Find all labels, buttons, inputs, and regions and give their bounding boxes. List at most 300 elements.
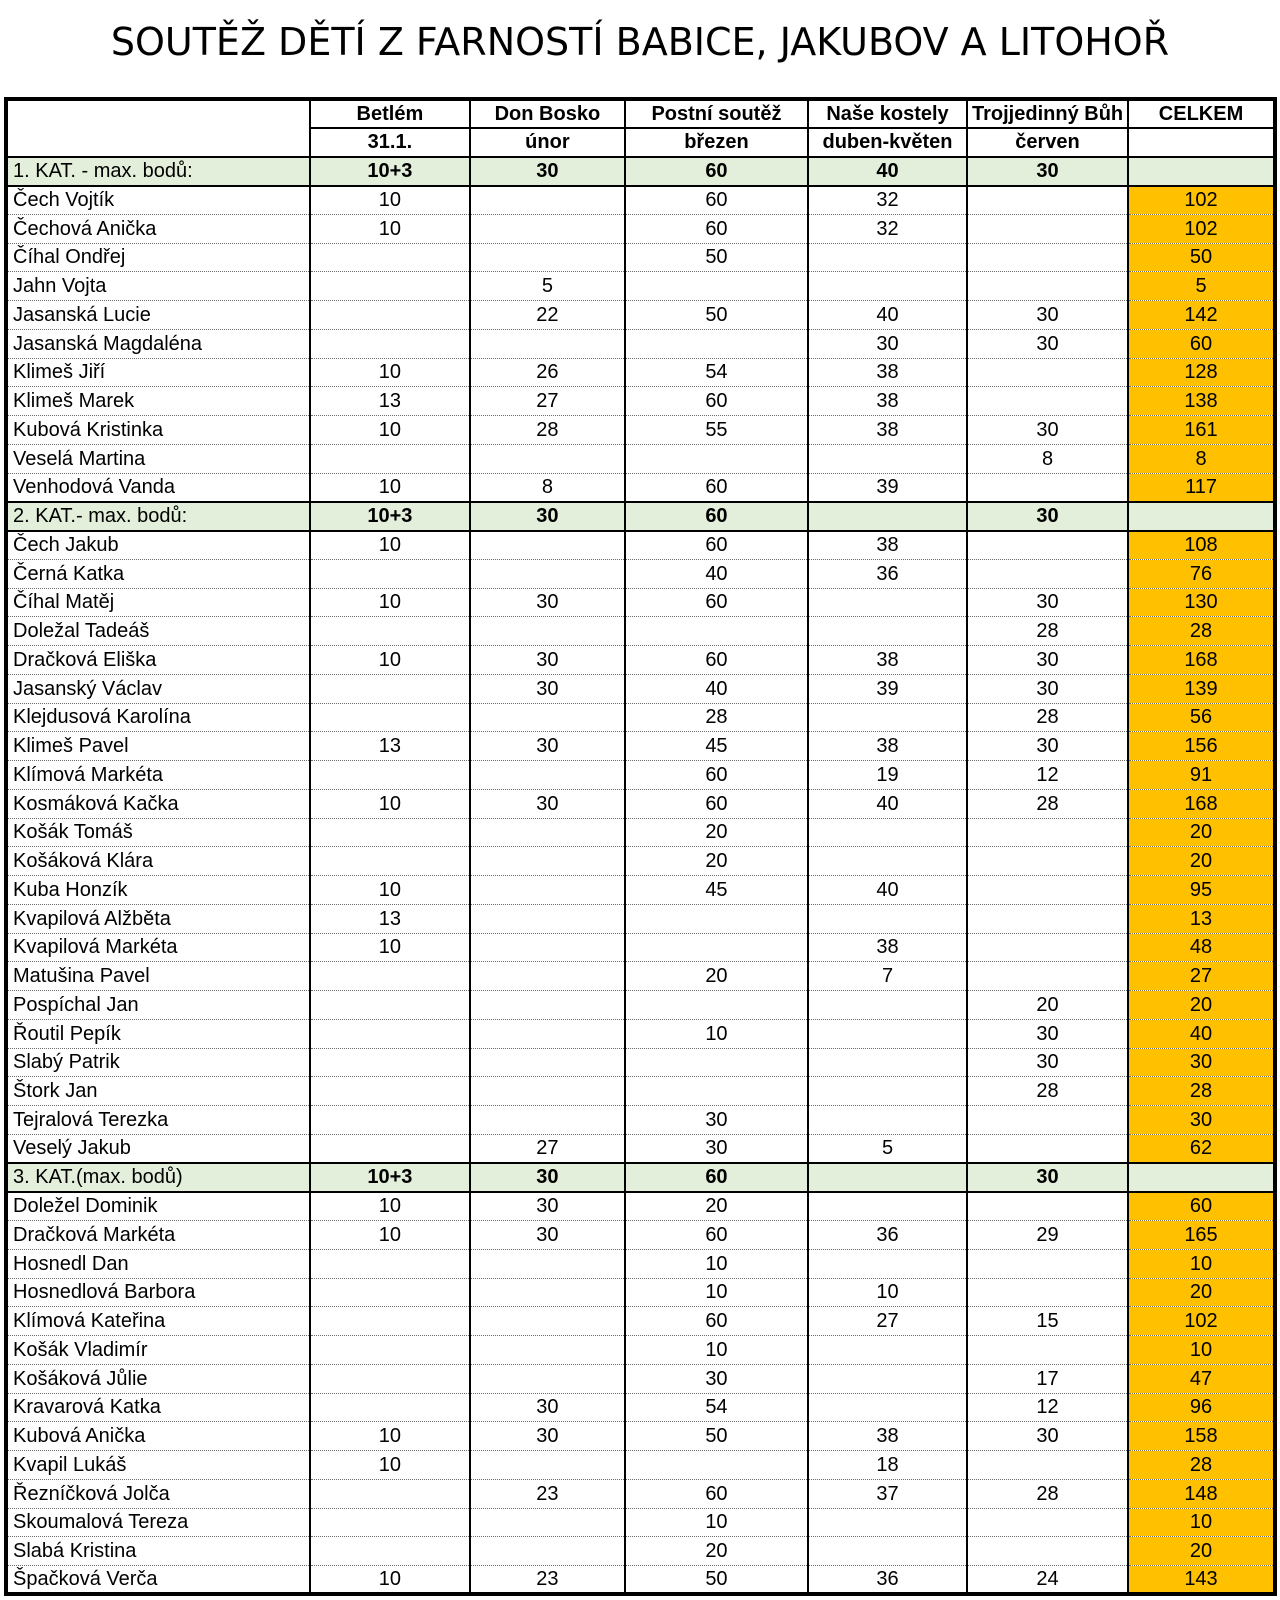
score-cell [808, 617, 967, 646]
score-cell [967, 1278, 1128, 1307]
score-cell [310, 962, 470, 991]
score-cell: 30 [470, 1192, 625, 1221]
score-cell [310, 1249, 470, 1278]
score-cell: 28 [967, 703, 1128, 732]
total-points: 95 [1128, 876, 1275, 905]
score-cell: 10 [310, 358, 470, 387]
score-cell: 15 [967, 1307, 1128, 1336]
score-cell: 30 [470, 1221, 625, 1250]
category-total-cell [1128, 157, 1275, 186]
total-points: 10 [1128, 1336, 1275, 1365]
score-cell: 60 [625, 761, 808, 790]
participant-name: Řezníčková Jolča [6, 1479, 310, 1508]
table-row [6, 1508, 1275, 1537]
score-cell [310, 301, 470, 330]
score-cell: 30 [967, 646, 1128, 675]
score-cell [310, 1307, 470, 1336]
score-cell [808, 1364, 967, 1393]
score-cell: 20 [625, 847, 808, 876]
score-cell [310, 1278, 470, 1307]
results-table-body [6, 99, 1275, 1594]
score-cell: 8 [967, 444, 1128, 473]
total-points: 48 [1128, 933, 1275, 962]
score-cell: 40 [808, 301, 967, 330]
score-cell [967, 473, 1128, 502]
category-max-points [808, 502, 967, 531]
table-row [6, 272, 1275, 301]
total-points: 130 [1128, 588, 1275, 617]
table-row [6, 1566, 1275, 1595]
table-row [6, 876, 1275, 905]
category-max-points: 30 [470, 1163, 625, 1192]
score-cell: 50 [625, 1422, 808, 1451]
score-cell: 5 [808, 1134, 967, 1163]
score-cell: 10 [310, 473, 470, 502]
table-row [6, 646, 1275, 675]
score-cell: 30 [967, 416, 1128, 445]
score-cell: 12 [967, 1393, 1128, 1422]
table-row [6, 1278, 1275, 1307]
score-cell [808, 1508, 967, 1537]
category-max-points: 10+3 [310, 157, 470, 186]
score-cell [470, 1278, 625, 1307]
score-cell [967, 1508, 1128, 1537]
score-cell: 10 [310, 416, 470, 445]
score-cell: 36 [808, 559, 967, 588]
total-points: 138 [1128, 387, 1275, 416]
table-row [6, 703, 1275, 732]
score-cell: 10 [310, 1221, 470, 1250]
score-cell: 28 [470, 416, 625, 445]
score-cell: 60 [625, 387, 808, 416]
table-row [6, 329, 1275, 358]
score-cell [310, 1134, 470, 1163]
score-cell [470, 531, 625, 560]
score-cell: 10 [310, 933, 470, 962]
category-label: 3. KAT.(max. bodů) [6, 1163, 310, 1192]
participant-name: Špačková Verča [6, 1566, 310, 1595]
score-cell [470, 243, 625, 272]
score-cell: 23 [470, 1566, 625, 1595]
score-cell: 28 [967, 789, 1128, 818]
total-points: 161 [1128, 416, 1275, 445]
score-cell [470, 1508, 625, 1537]
total-points: 20 [1128, 1537, 1275, 1566]
score-cell: 39 [808, 473, 967, 502]
score-cell: 10 [310, 531, 470, 560]
participant-name: Štork Jan [6, 1077, 310, 1106]
total-points: 56 [1128, 703, 1275, 732]
category-row [6, 502, 1275, 531]
participant-name: Jasanská Magdaléna [6, 329, 310, 358]
score-cell: 27 [808, 1307, 967, 1336]
total-points: 96 [1128, 1393, 1275, 1422]
score-cell: 13 [310, 904, 470, 933]
score-cell [967, 876, 1128, 905]
column-subheader: červen [967, 128, 1128, 157]
score-cell [625, 617, 808, 646]
score-cell [967, 933, 1128, 962]
score-cell [625, 904, 808, 933]
score-cell [470, 1336, 625, 1365]
score-cell [310, 818, 470, 847]
score-cell: 19 [808, 761, 967, 790]
score-cell: 54 [625, 358, 808, 387]
score-cell: 60 [625, 186, 808, 215]
score-cell: 10 [625, 1336, 808, 1365]
score-cell [310, 272, 470, 301]
total-points: 143 [1128, 1566, 1275, 1595]
score-cell [470, 703, 625, 732]
score-cell: 30 [967, 732, 1128, 761]
score-cell: 28 [625, 703, 808, 732]
score-cell: 45 [625, 732, 808, 761]
score-cell [470, 962, 625, 991]
participant-name: Jasanská Lucie [6, 301, 310, 330]
table-row [6, 1048, 1275, 1077]
participant-name: Klimeš Jiří [6, 358, 310, 387]
table-row [6, 1019, 1275, 1048]
score-cell [470, 761, 625, 790]
table-row [6, 1134, 1275, 1163]
table-row [6, 732, 1275, 761]
score-cell [967, 1106, 1128, 1135]
score-cell: 10 [808, 1278, 967, 1307]
participant-name: Košák Vladimír [6, 1336, 310, 1365]
score-cell [310, 617, 470, 646]
participant-name: Hosnedl Dan [6, 1249, 310, 1278]
column-header: CELKEM [1128, 99, 1275, 128]
score-cell: 20 [625, 1537, 808, 1566]
total-points: 139 [1128, 674, 1275, 703]
column-header: Naše kostely [808, 99, 967, 128]
total-points: 20 [1128, 991, 1275, 1020]
score-cell: 10 [310, 1422, 470, 1451]
participant-name: Košák Tomáš [6, 818, 310, 847]
participant-name: Čechová Anička [6, 214, 310, 243]
score-cell [967, 1336, 1128, 1365]
score-cell [625, 329, 808, 358]
category-total-cell [1128, 1163, 1275, 1192]
total-points: 102 [1128, 186, 1275, 215]
table-row [6, 1364, 1275, 1393]
score-cell [310, 1336, 470, 1365]
column-subheader: 31.1. [310, 128, 470, 157]
score-cell [967, 1249, 1128, 1278]
score-cell [470, 186, 625, 215]
category-max-points: 30 [967, 1163, 1128, 1192]
column-header: Postní soutěž [625, 99, 808, 128]
participant-name: Kubová Anička [6, 1422, 310, 1451]
participant-name: Pospíchal Jan [6, 991, 310, 1020]
score-cell: 60 [625, 646, 808, 675]
total-points: 60 [1128, 329, 1275, 358]
table-row [6, 1537, 1275, 1566]
score-cell [310, 1479, 470, 1508]
score-cell: 37 [808, 1479, 967, 1508]
score-cell [967, 387, 1128, 416]
table-row [6, 559, 1275, 588]
score-cell: 10 [310, 1192, 470, 1221]
total-points: 102 [1128, 214, 1275, 243]
score-cell: 20 [625, 962, 808, 991]
score-cell [310, 559, 470, 588]
score-cell: 23 [470, 1479, 625, 1508]
total-points: 20 [1128, 1278, 1275, 1307]
score-cell: 30 [967, 1422, 1128, 1451]
score-cell [967, 818, 1128, 847]
total-points: 28 [1128, 1451, 1275, 1480]
total-points: 27 [1128, 962, 1275, 991]
score-cell [967, 1537, 1128, 1566]
score-cell [310, 1508, 470, 1537]
score-cell [808, 1537, 967, 1566]
participant-name: Čech Vojtík [6, 186, 310, 215]
score-cell: 60 [625, 473, 808, 502]
score-cell: 38 [808, 732, 967, 761]
total-points: 156 [1128, 732, 1275, 761]
total-points: 60 [1128, 1192, 1275, 1221]
participant-name: Doležel Dominik [6, 1192, 310, 1221]
score-cell [470, 1077, 625, 1106]
score-cell [310, 329, 470, 358]
score-cell [310, 243, 470, 272]
total-points: 62 [1128, 1134, 1275, 1163]
score-cell [808, 991, 967, 1020]
column-subheader: duben-květen [808, 128, 967, 157]
score-cell [967, 962, 1128, 991]
score-cell: 60 [625, 1479, 808, 1508]
category-max-points: 30 [967, 502, 1128, 531]
table-row [6, 933, 1275, 962]
table-row [6, 1077, 1275, 1106]
score-cell [625, 1451, 808, 1480]
score-cell [470, 1364, 625, 1393]
total-points: 28 [1128, 617, 1275, 646]
score-cell: 10 [310, 789, 470, 818]
total-points: 117 [1128, 473, 1275, 502]
category-max-points: 10+3 [310, 502, 470, 531]
total-points: 76 [1128, 559, 1275, 588]
table-row [6, 243, 1275, 272]
score-cell: 13 [310, 732, 470, 761]
total-points: 28 [1128, 1077, 1275, 1106]
table-row [6, 789, 1275, 818]
score-cell [470, 1048, 625, 1077]
participant-name: Hosnedlová Barbora [6, 1278, 310, 1307]
category-max-points: 60 [625, 157, 808, 186]
score-cell [967, 1192, 1128, 1221]
score-cell [310, 1077, 470, 1106]
score-cell: 10 [625, 1249, 808, 1278]
score-cell [808, 444, 967, 473]
score-cell: 10 [625, 1508, 808, 1537]
results-table [4, 97, 1277, 1596]
participant-name: Matušina Pavel [6, 962, 310, 991]
score-cell: 10 [310, 1451, 470, 1480]
total-points: 102 [1128, 1307, 1275, 1336]
category-max-points: 40 [808, 157, 967, 186]
column-header: Betlém [310, 99, 470, 128]
table-row [6, 761, 1275, 790]
total-points: 168 [1128, 646, 1275, 675]
score-cell: 60 [625, 531, 808, 560]
score-cell [967, 272, 1128, 301]
score-cell: 32 [808, 186, 967, 215]
score-cell [470, 214, 625, 243]
score-cell [470, 559, 625, 588]
score-cell: 30 [967, 301, 1128, 330]
table-row [6, 473, 1275, 502]
participant-name: Klimeš Marek [6, 387, 310, 416]
score-cell: 10 [625, 1019, 808, 1048]
score-cell: 10 [310, 186, 470, 215]
score-cell [808, 1106, 967, 1135]
score-cell [310, 1019, 470, 1048]
participant-name: Kravarová Katka [6, 1393, 310, 1422]
column-subheader: březen [625, 128, 808, 157]
table-row [6, 1249, 1275, 1278]
score-cell: 10 [625, 1278, 808, 1307]
table-row [6, 1422, 1275, 1451]
score-cell [310, 1048, 470, 1077]
score-cell [470, 933, 625, 962]
score-cell: 30 [470, 789, 625, 818]
score-cell: 30 [470, 588, 625, 617]
table-row [6, 962, 1275, 991]
score-cell: 10 [310, 214, 470, 243]
total-points: 142 [1128, 301, 1275, 330]
score-cell: 38 [808, 1422, 967, 1451]
table-row [6, 444, 1275, 473]
score-cell: 40 [808, 789, 967, 818]
table-row [6, 358, 1275, 387]
header-blank [6, 128, 310, 157]
table-row [6, 674, 1275, 703]
category-max-points: 60 [625, 1163, 808, 1192]
score-cell [470, 1307, 625, 1336]
score-cell: 30 [470, 732, 625, 761]
total-points: 10 [1128, 1249, 1275, 1278]
score-cell: 30 [808, 329, 967, 358]
score-cell: 18 [808, 1451, 967, 1480]
score-cell: 7 [808, 962, 967, 991]
score-cell [967, 214, 1128, 243]
score-cell [470, 1537, 625, 1566]
score-cell: 60 [625, 1221, 808, 1250]
score-cell: 38 [808, 387, 967, 416]
total-points: 168 [1128, 789, 1275, 818]
total-points: 165 [1128, 1221, 1275, 1250]
total-points: 10 [1128, 1508, 1275, 1537]
participant-name: Černá Katka [6, 559, 310, 588]
score-cell [808, 904, 967, 933]
score-cell: 24 [967, 1566, 1128, 1595]
column-subheader [1128, 128, 1275, 157]
score-cell [470, 904, 625, 933]
category-max-points: 30 [967, 157, 1128, 186]
table-row [6, 531, 1275, 560]
page-title: SOUTĚŽ DĚTÍ Z FARNOSTÍ BABICE, JAKUBOV A LITOHOŘ [110, 20, 1170, 64]
table-row [6, 387, 1275, 416]
score-cell [310, 847, 470, 876]
score-cell [310, 1537, 470, 1566]
score-cell [470, 617, 625, 646]
category-label: 1. KAT. - max. bodů: [6, 157, 310, 186]
score-cell [967, 904, 1128, 933]
total-points: 108 [1128, 531, 1275, 560]
category-max-points: 60 [625, 502, 808, 531]
score-cell: 50 [625, 243, 808, 272]
total-points: 30 [1128, 1106, 1275, 1135]
score-cell [967, 186, 1128, 215]
score-cell: 36 [808, 1566, 967, 1595]
participant-name: Kubová Kristinka [6, 416, 310, 445]
score-cell: 30 [470, 1393, 625, 1422]
score-cell: 10 [310, 588, 470, 617]
score-cell [310, 991, 470, 1020]
score-cell: 60 [625, 789, 808, 818]
total-points: 40 [1128, 1019, 1275, 1048]
score-cell [625, 1077, 808, 1106]
header-blank [6, 99, 310, 128]
score-cell: 30 [967, 588, 1128, 617]
score-cell [470, 1106, 625, 1135]
score-cell [808, 243, 967, 272]
column-header: Trojjedinný Bůh [967, 99, 1128, 128]
participant-name: Veselá Martina [6, 444, 310, 473]
participant-name: Slabá Kristina [6, 1537, 310, 1566]
score-cell: 39 [808, 674, 967, 703]
table-row [6, 1451, 1275, 1480]
score-cell: 5 [470, 272, 625, 301]
score-cell: 26 [470, 358, 625, 387]
score-cell [470, 444, 625, 473]
subheader-row [6, 128, 1275, 157]
score-cell: 28 [967, 1479, 1128, 1508]
participant-name: Klimeš Pavel [6, 732, 310, 761]
total-points: 5 [1128, 272, 1275, 301]
score-cell [625, 444, 808, 473]
score-cell: 30 [625, 1134, 808, 1163]
score-cell: 10 [310, 1566, 470, 1595]
participant-name: Tejralová Terezka [6, 1106, 310, 1135]
score-cell [808, 1249, 967, 1278]
score-cell [808, 272, 967, 301]
table-row [6, 416, 1275, 445]
table-row [6, 991, 1275, 1020]
participant-name: Čech Jakub [6, 531, 310, 560]
score-cell [625, 933, 808, 962]
score-cell: 27 [470, 1134, 625, 1163]
score-cell: 38 [808, 933, 967, 962]
score-cell: 17 [967, 1364, 1128, 1393]
total-points: 20 [1128, 847, 1275, 876]
score-cell: 30 [625, 1364, 808, 1393]
score-cell [310, 703, 470, 732]
score-cell: 38 [808, 358, 967, 387]
category-max-points: 10+3 [310, 1163, 470, 1192]
participant-name: Klímová Markéta [6, 761, 310, 790]
score-cell [808, 1048, 967, 1077]
score-cell [310, 1106, 470, 1135]
participant-name: Košáková Klára [6, 847, 310, 876]
score-cell: 60 [625, 588, 808, 617]
score-cell: 20 [625, 818, 808, 847]
category-max-points: 30 [470, 502, 625, 531]
score-cell [470, 991, 625, 1020]
score-cell: 28 [967, 617, 1128, 646]
